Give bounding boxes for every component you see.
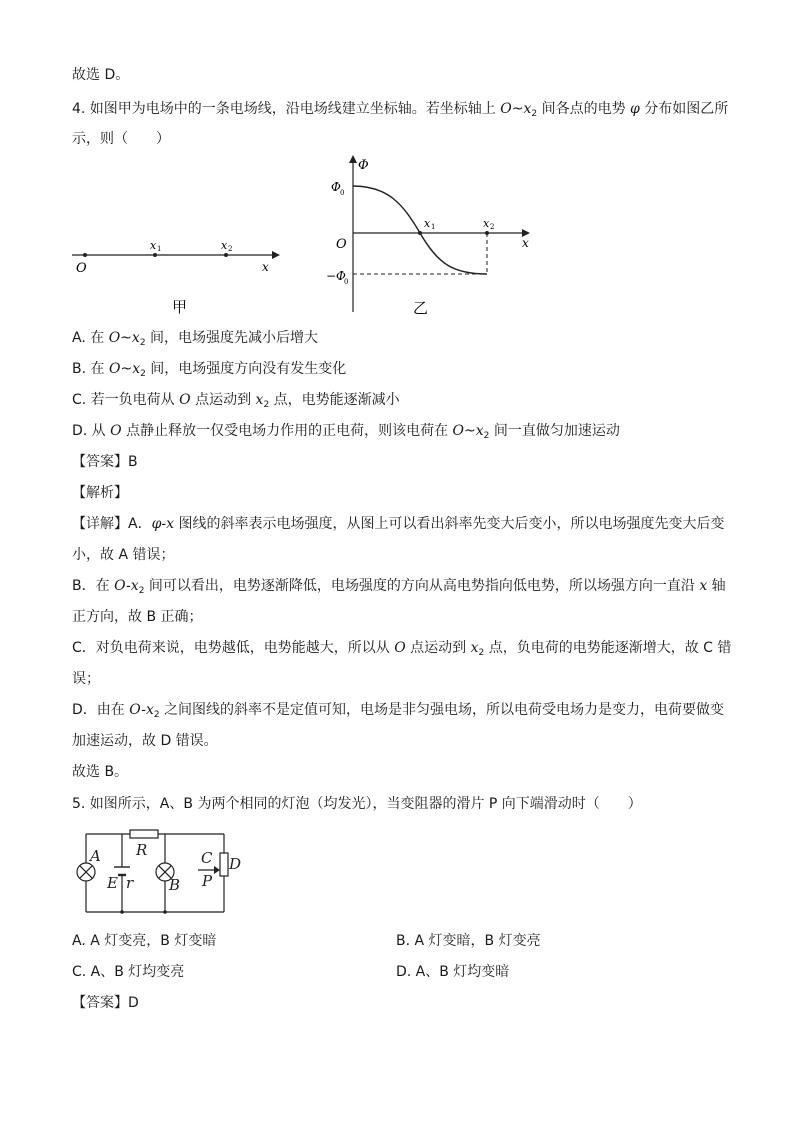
yi-caption: 乙 <box>413 299 429 317</box>
yi-label-x1: x <box>424 217 431 230</box>
jia-point-o <box>83 253 87 257</box>
q4-detail-c-sub: 2 <box>478 648 485 658</box>
yi-label-x2: x <box>483 217 490 230</box>
rheostat-d <box>220 853 228 876</box>
circuit-diagram <box>72 825 242 917</box>
yi-label-phi0: Φ <box>331 180 341 194</box>
q4-option-d-x: x <box>475 423 484 439</box>
q4-option-d <box>72 422 620 440</box>
q4-detail-c-post: 点，负电荷的电势能逐渐增大，故 C 错 <box>484 640 732 656</box>
jia-axis-arrow <box>272 251 280 259</box>
q4-option-d-mid: 点静止释放一仅受电场力作用的正电荷，则该电荷在 <box>121 423 453 439</box>
q4-detail-c-line1 <box>72 639 731 657</box>
q4-detail-c-o: O <box>394 640 406 656</box>
yi-label-x2-sub: 2 <box>490 223 495 231</box>
q4-option-a-pre: A. 在 <box>72 330 109 346</box>
label-b: B <box>169 876 181 894</box>
figure-jia <box>68 232 288 322</box>
q4-detail-d-pre: D．由在 <box>72 702 130 718</box>
q4-option-b <box>72 360 346 378</box>
jia-caption: 甲 <box>172 298 188 316</box>
q4-detail-c-line2: 误； <box>72 671 100 687</box>
label-c: C <box>201 849 213 867</box>
yi-label-x1-sub: 1 <box>431 223 436 231</box>
q4-detail-d-post: 之间图线的斜率不是定值可知，电场是非匀强电场，所以电荷受电场力是变力，电荷要做变 <box>159 702 725 718</box>
q4-detail-c-x: x <box>470 640 479 656</box>
q4-detail-b-post: 间可以看出，电势逐渐降低，电场强度的方向从高电势指向低电势，所以场强方向一直沿 <box>144 578 700 594</box>
q4-option-a-x: x <box>131 330 140 346</box>
q5-answer: 【答案】D <box>72 995 139 1011</box>
jia-label-x1: x <box>150 239 157 252</box>
q4-detail-b-line2: 正方向，故 B 正确； <box>72 609 203 625</box>
junction-2 <box>163 910 167 914</box>
q5-option-d: D. A、B 灯均变暗 <box>396 964 510 980</box>
q4-option-b-x: x <box>132 361 141 377</box>
q4-option-a-tilde: ~ <box>120 330 132 346</box>
q5-option-a: A. A 灯变亮，B 灯变暗 <box>72 933 217 949</box>
q4-detail-b-ox: O-x <box>114 578 139 594</box>
q4-option-c <box>72 391 400 409</box>
q4-detail-a-post: 图线的斜率表示电场强度，从图上可以看出斜率先变大后变小，所以电场强度先变大后变 <box>174 516 725 532</box>
q4-detail-a-line1 <box>72 515 724 533</box>
q4-detail-a-pre: 【详解】A． <box>72 516 152 532</box>
q4-option-d-post: 间一直做匀加速运动 <box>489 423 620 439</box>
yi-label-origin: O <box>336 237 347 252</box>
q4-option-b-post: 间，电场强度方向没有发生变化 <box>145 361 347 377</box>
q4-stem-pre: 4. 如图甲为电场中的一条电场线，沿电场线建立坐标轴。若坐标轴上 <box>72 101 501 117</box>
label-p: P <box>202 872 213 890</box>
q4-detail-d-ox: O-x <box>129 702 154 718</box>
q4-stem-var-x: x <box>523 101 532 117</box>
q4-detail-b-line1 <box>72 577 726 595</box>
q4-option-b-pre: B. 在 <box>72 361 109 377</box>
q4-detail-b-end: 轴 <box>707 578 726 594</box>
q4-stem-line1 <box>72 100 728 118</box>
label-e: E <box>107 874 118 892</box>
q4-stem-var-o: O <box>500 101 512 117</box>
q4-detail-b-pre: B．在 <box>72 578 115 594</box>
jia-point-x2 <box>224 253 228 257</box>
q4-option-d-pre: D. 从 <box>72 423 111 439</box>
q4-option-c-mid: 点运动到 <box>190 392 256 408</box>
q4-detail-b-xvar: x <box>699 578 708 594</box>
label-a: A <box>90 847 101 865</box>
q4-option-b-tilde: ~ <box>120 361 133 377</box>
jia-label-axis: x <box>262 260 269 274</box>
q4-option-a-o: O <box>108 330 121 346</box>
q4-option-d-o2: O <box>452 423 465 439</box>
q4-option-c-pre: C. 若一负电荷从 <box>72 392 180 408</box>
q4-option-c-post: 点，电势能逐渐减小 <box>269 392 400 408</box>
q4-answer: 【答案】B <box>72 454 138 470</box>
yi-label-axis: x <box>522 236 529 250</box>
q4-option-d-o: O <box>110 423 122 439</box>
q4-detail-a-phix: φ-x <box>151 516 175 532</box>
junction-1 <box>120 910 124 914</box>
jia-label-x1-sub: 1 <box>157 245 162 253</box>
q4-detail-d-line2: 加速运动，故 D 错误。 <box>72 733 218 749</box>
resistor-r <box>130 830 158 838</box>
q4-detail-d-line1 <box>72 701 724 719</box>
q4-option-b-sub: 2 <box>140 369 146 379</box>
q4-stem-post: 间各点的电势 <box>537 101 631 117</box>
q4-stem-sub: 2 <box>531 109 538 119</box>
q4-option-c-o: O <box>179 392 191 408</box>
slider-p-arrow <box>214 866 220 874</box>
q5-option-b: B. A 灯变暗，B 灯变亮 <box>396 933 541 949</box>
q4-analysis-heading: 【解析】 <box>72 485 128 501</box>
q4-stem-line2: 示，则（ ） <box>72 131 170 147</box>
yi-label-neg-phi0-sub: 0 <box>344 278 349 286</box>
q5-stem: 5. 如图所示，A、B 为两个相同的灯泡（均发光），当变阻器的滑片 P 向下端滑动时（ ） <box>72 796 642 812</box>
jia-label-x2-sub: 2 <box>228 245 233 253</box>
q4-detail-d-sub: 2 <box>153 710 160 720</box>
label-d: D <box>229 855 242 873</box>
q4-detail-c-mid: 点运动到 <box>405 640 471 656</box>
yi-potential-curve <box>353 186 487 274</box>
jia-label-o: O <box>76 261 87 276</box>
q4-option-d-tilde: ~ <box>464 423 476 439</box>
q4-stem-tilde: ~ <box>511 101 524 117</box>
yi-label-phi0-sub: 0 <box>340 189 345 197</box>
q4-detail-a-line2: 小，故 A 错误； <box>72 547 175 563</box>
yi-label-yaxis: Φ <box>358 158 369 173</box>
yi-y-arrow <box>349 155 357 163</box>
q4-option-a-sub: 2 <box>139 338 146 348</box>
q4-option-a-post: 间，电场强度先减小后增大 <box>145 330 318 346</box>
q4-stem-end: 分布如图乙所 <box>639 101 729 117</box>
yi-point-x2 <box>485 231 489 235</box>
q4-conclusion: 故选 B。 <box>72 764 129 780</box>
q4-option-a <box>72 329 318 347</box>
q4-option-c-x: x <box>255 392 264 408</box>
yi-label-neg-phi0: −Φ <box>326 269 346 283</box>
q4-option-d-sub: 2 <box>483 431 490 441</box>
jia-point-x1 <box>153 253 157 257</box>
yi-point-x1 <box>418 231 422 235</box>
label-r: R <box>136 841 148 859</box>
q4-detail-b-sub: 2 <box>138 586 145 596</box>
q4-stem-phi: φ <box>630 101 640 117</box>
q4-option-c-sub: 2 <box>263 400 270 410</box>
prev-conclusion: 故选 D。 <box>72 67 130 83</box>
jia-label-x2: x <box>221 239 228 252</box>
q4-detail-c-pre: C．对负电荷来说，电势越低，电势能越大，所以从 <box>72 640 395 656</box>
label-r-internal: r <box>126 874 134 892</box>
q5-option-c: C. A、B 灯均变亮 <box>72 964 185 980</box>
q4-option-b-o: O <box>108 361 121 377</box>
figure-yi <box>328 152 538 322</box>
